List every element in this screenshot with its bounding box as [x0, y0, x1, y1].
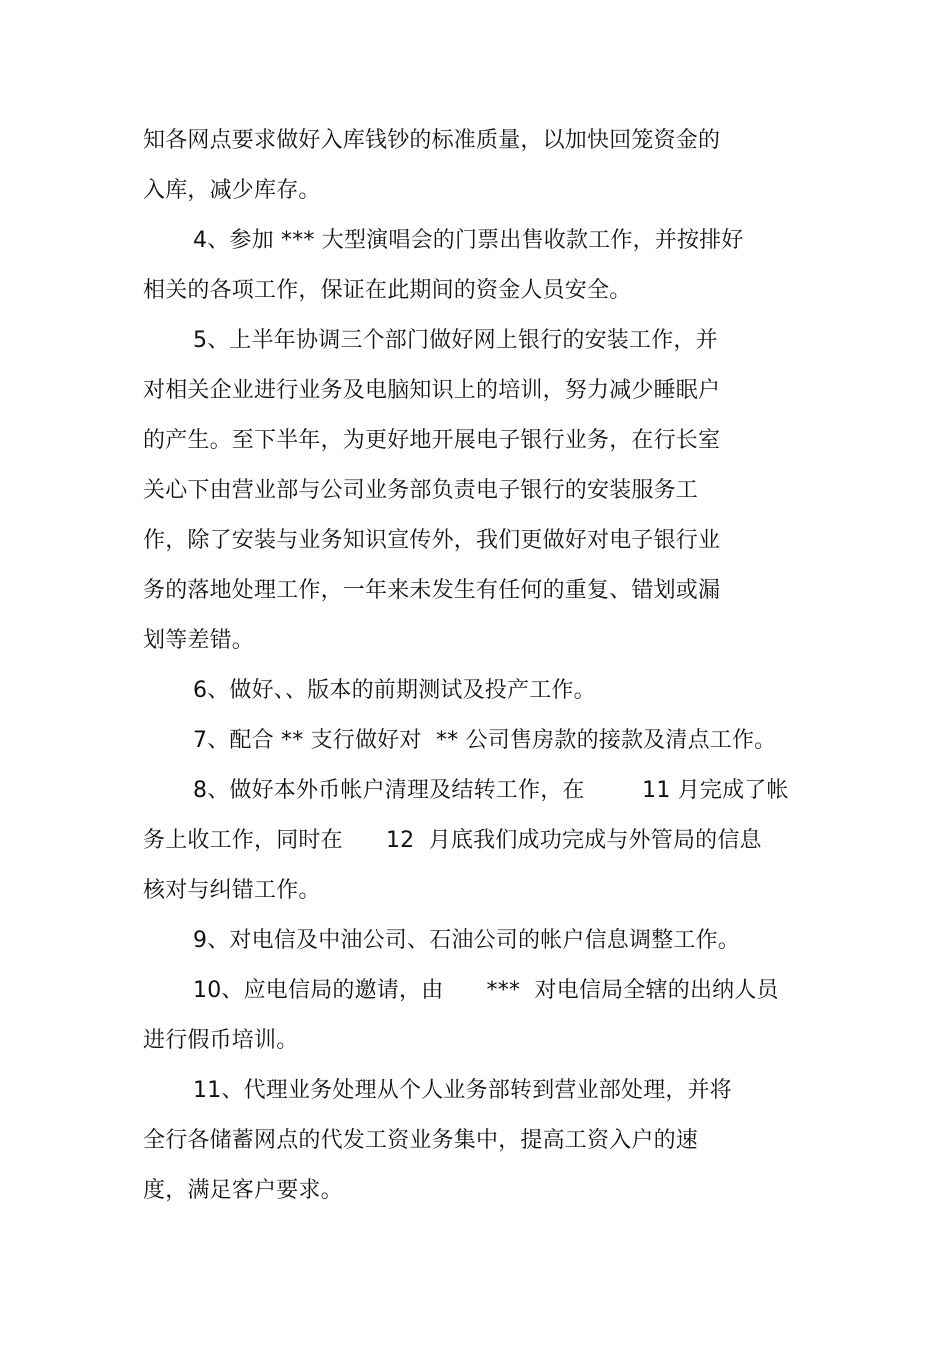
paragraph-10-line-2: 进行假币培训。: [143, 1028, 299, 1053]
paragraph-4-line-1: 4、参加 *** 大型演唱会的门票出售收款工作，并按排好: [193, 228, 744, 253]
paragraph-5-line-5: 作，除了安装与业务知识宣传外，我们更做好对电子银行业: [143, 528, 721, 553]
paragraph-5-line-6: 务的落地处理工作，一年来未发生有任何的重复、错划或漏: [143, 578, 721, 603]
paragraph-9-line-1: 9、对电信及中油公司、石油公司的帐户信息调整工作。: [193, 928, 740, 953]
paragraph-8-line-2: 务上收工作，同时在 12 月底我们成功完成与外管局的信息: [143, 828, 762, 853]
paragraph-8-line-1: 8、做好本外币帐户清理及结转工作，在 11 月完成了帐: [193, 778, 789, 803]
paragraph-4-line-2: 相关的各项工作，保证在此期间的资金人员安全。: [143, 278, 632, 303]
paragraph-5-line-1: 5、上半年协调三个部门做好网上银行的安装工作，并: [193, 328, 718, 353]
paragraph-5-line-2: 对相关企业进行业务及电脑知识上的培训，努力减少睡眠户: [143, 378, 721, 403]
paragraph-11-line-3: 度，满足客户要求。: [143, 1178, 343, 1203]
paragraph-5-line-4: 关心下由营业部与公司业务部负责电子银行的安装服务工: [143, 478, 699, 503]
paragraph-5-line-7: 划等差错。: [143, 628, 255, 653]
paragraph-10-line-1: 10、应电信局的邀请，由 *** 对电信局全辖的出纳人员: [193, 978, 779, 1003]
paragraph-5-line-3: 的产生。至下半年，为更好地开展电子银行业务，在行长室: [143, 428, 721, 453]
text-line-2: 入库，减少库存。: [143, 178, 321, 203]
paragraph-8-line-3: 核对与纠错工作。: [143, 878, 321, 903]
paragraph-11-line-2: 全行各储蓄网点的代发工资业务集中，提高工资入户的速: [143, 1128, 699, 1153]
paragraph-7-line-1: 7、配合 ** 支行做好对 ** 公司售房款的接款及清点工作。: [193, 728, 777, 753]
paragraph-6-line-1: 6、做好、、版本的前期测试及投产工作。: [193, 678, 596, 703]
paragraph-11-line-1: 11、代理业务处理从个人业务部转到营业部处理，并将: [193, 1078, 732, 1103]
text-line-1: 知各网点要求做好入库钱钞的标准质量，以加快回笼资金的: [143, 128, 721, 153]
